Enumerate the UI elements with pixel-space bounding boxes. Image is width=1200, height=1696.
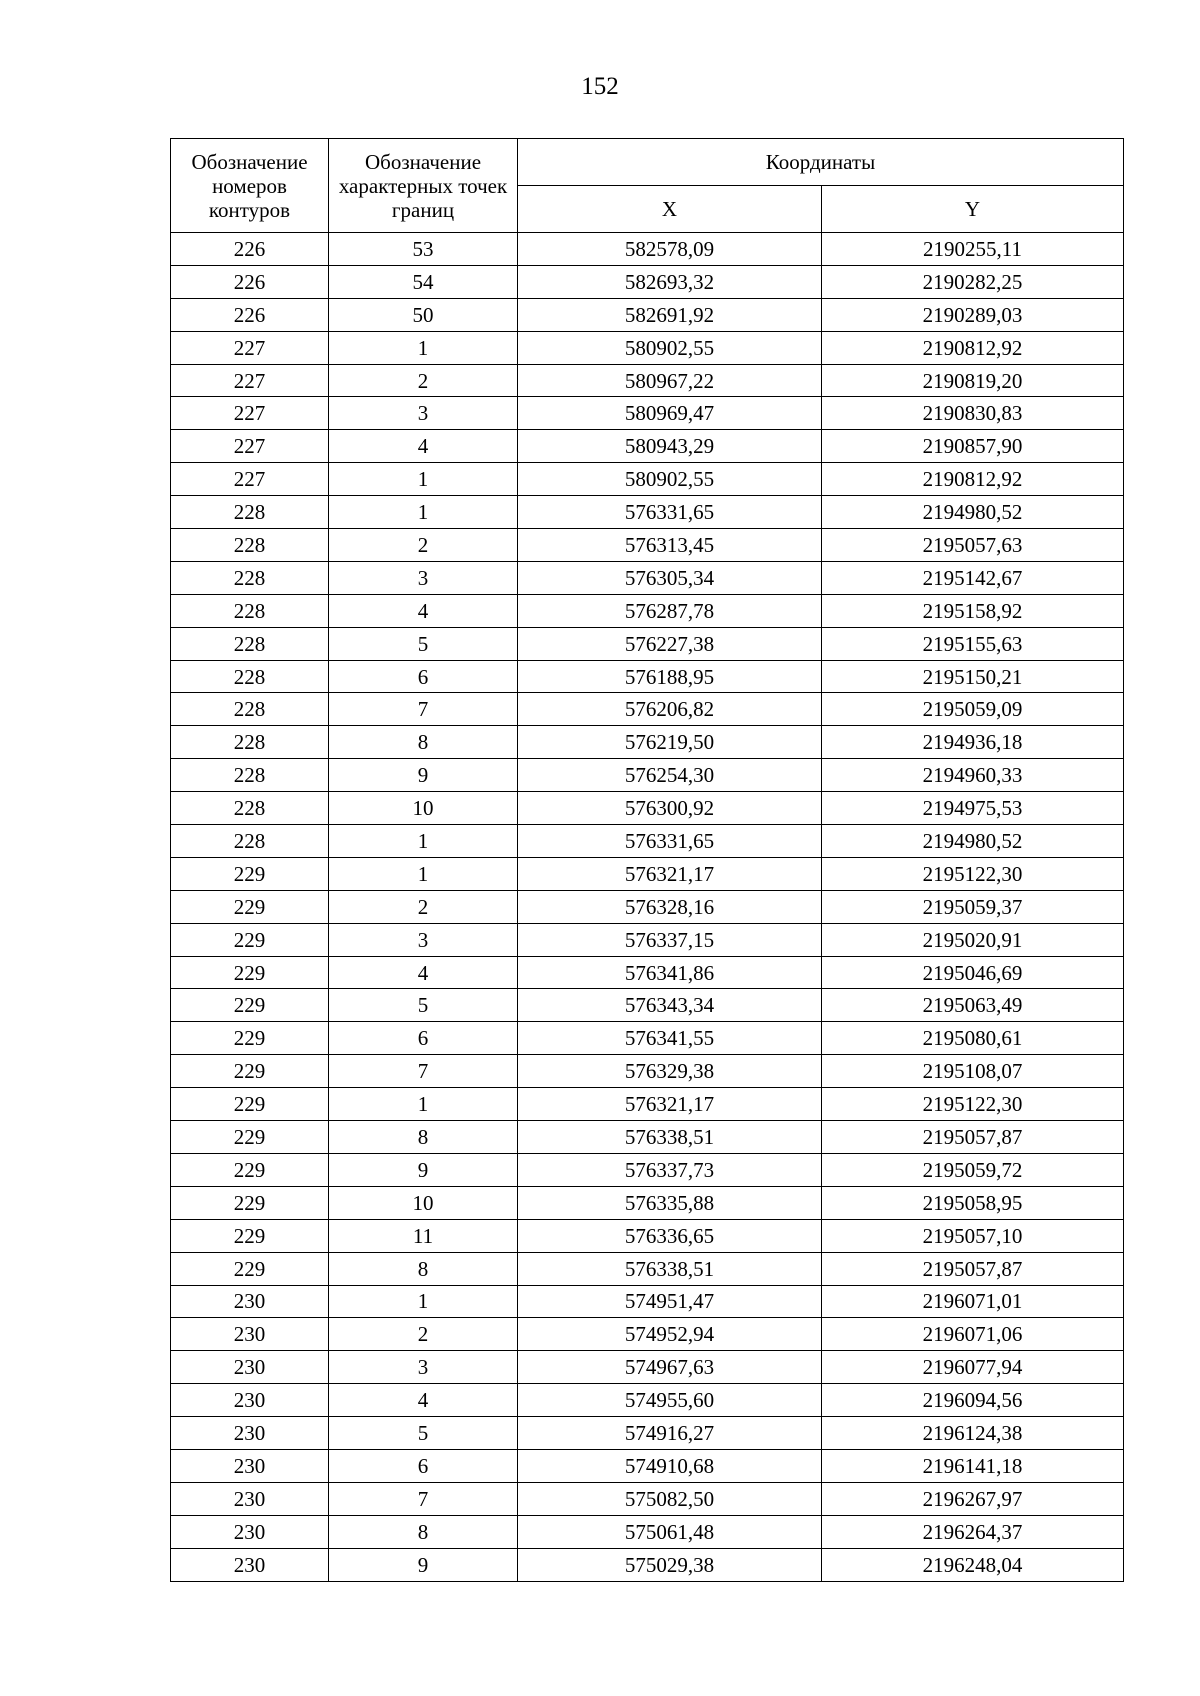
point-number-cell: 4 — [329, 594, 518, 627]
x-coordinate-cell: 576343,34 — [518, 989, 822, 1022]
table-row — [171, 1252, 1124, 1285]
contour-number-cell: 229 — [171, 923, 329, 956]
contour-number-cell: 229 — [171, 1219, 329, 1252]
table-row — [171, 792, 1124, 825]
table-row — [171, 1515, 1124, 1548]
x-coordinate-cell: 576321,17 — [518, 1088, 822, 1121]
table-row — [171, 1153, 1124, 1186]
x-coordinate-cell: 576337,73 — [518, 1153, 822, 1186]
y-coordinate-cell: 2190819,20 — [822, 364, 1124, 397]
table-row — [171, 956, 1124, 989]
x-coordinate-cell: 576331,65 — [518, 825, 822, 858]
point-number-cell: 5 — [329, 627, 518, 660]
table-row — [171, 1318, 1124, 1351]
x-coordinate-cell: 582578,09 — [518, 233, 822, 266]
y-coordinate-cell: 2195057,87 — [822, 1252, 1124, 1285]
point-number-cell: 3 — [329, 397, 518, 430]
x-coordinate-cell: 580967,22 — [518, 364, 822, 397]
y-coordinate-cell: 2190282,25 — [822, 265, 1124, 298]
x-coordinate-cell: 574967,63 — [518, 1351, 822, 1384]
page-number: 152 — [581, 73, 619, 100]
contour-number-cell: 227 — [171, 364, 329, 397]
point-number-cell: 9 — [329, 1153, 518, 1186]
table-row — [171, 364, 1124, 397]
y-coordinate-cell: 2195142,67 — [822, 561, 1124, 594]
y-coordinate-cell: 2195158,92 — [822, 594, 1124, 627]
point-number-cell: 10 — [329, 1186, 518, 1219]
y-coordinate-cell: 2195057,10 — [822, 1219, 1124, 1252]
contour-number-cell: 229 — [171, 1252, 329, 1285]
point-number-cell: 6 — [329, 660, 518, 693]
point-number-cell: 1 — [329, 857, 518, 890]
table-row — [171, 1088, 1124, 1121]
y-coordinate-cell: 2196267,97 — [822, 1482, 1124, 1515]
point-number-cell: 11 — [329, 1219, 518, 1252]
table-row — [171, 693, 1124, 726]
x-coordinate-cell: 576206,82 — [518, 693, 822, 726]
table-row — [171, 890, 1124, 923]
contour-number-cell: 228 — [171, 792, 329, 825]
contour-number-cell: 227 — [171, 331, 329, 364]
contour-number-cell: 230 — [171, 1384, 329, 1417]
point-number-cell: 1 — [329, 1088, 518, 1121]
contour-number-cell: 229 — [171, 890, 329, 923]
y-coordinate-cell: 2195155,63 — [822, 627, 1124, 660]
table-row — [171, 1022, 1124, 1055]
y-coordinate-cell: 2195122,30 — [822, 1088, 1124, 1121]
contour-number-cell: 228 — [171, 660, 329, 693]
contour-number-cell: 229 — [171, 1055, 329, 1088]
y-coordinate-cell: 2194980,52 — [822, 825, 1124, 858]
y-coordinate-cell: 2194980,52 — [822, 496, 1124, 529]
y-coordinate-cell: 2195080,61 — [822, 1022, 1124, 1055]
point-number-cell: 9 — [329, 759, 518, 792]
table-row — [171, 331, 1124, 364]
contour-number-cell: 229 — [171, 1022, 329, 1055]
table-body — [171, 233, 1124, 1582]
x-coordinate-cell: 582693,32 — [518, 265, 822, 298]
x-coordinate-cell: 576341,55 — [518, 1022, 822, 1055]
table-row — [171, 1121, 1124, 1154]
table-row — [171, 1449, 1124, 1482]
table-row — [171, 1285, 1124, 1318]
x-coordinate-cell: 576328,16 — [518, 890, 822, 923]
point-number-cell: 3 — [329, 923, 518, 956]
point-number-cell: 3 — [329, 561, 518, 594]
table-row — [171, 726, 1124, 759]
contour-number-cell: 229 — [171, 1153, 329, 1186]
x-coordinate-cell: 576313,45 — [518, 529, 822, 562]
contour-number-cell: 229 — [171, 989, 329, 1022]
y-coordinate-cell: 2190830,83 — [822, 397, 1124, 430]
point-number-cell: 8 — [329, 1515, 518, 1548]
x-coordinate-cell: 576337,15 — [518, 923, 822, 956]
table-row — [171, 989, 1124, 1022]
contour-number-cell: 230 — [171, 1515, 329, 1548]
point-number-cell: 4 — [329, 430, 518, 463]
table-row — [171, 397, 1124, 430]
y-coordinate-cell: 2195059,72 — [822, 1153, 1124, 1186]
x-coordinate-cell: 575082,50 — [518, 1482, 822, 1515]
x-coordinate-cell: 576336,65 — [518, 1219, 822, 1252]
y-coordinate-cell: 2195057,87 — [822, 1121, 1124, 1154]
point-number-cell: 4 — [329, 956, 518, 989]
y-coordinate-cell: 2195058,95 — [822, 1186, 1124, 1219]
point-number-cell: 6 — [329, 1022, 518, 1055]
point-number-cell: 2 — [329, 529, 518, 562]
header-contour-numbers: Обозначение номеров контуров — [171, 139, 329, 233]
x-coordinate-cell: 574916,27 — [518, 1417, 822, 1450]
x-coordinate-cell: 576329,38 — [518, 1055, 822, 1088]
point-number-cell: 5 — [329, 989, 518, 1022]
y-coordinate-cell: 2190812,92 — [822, 331, 1124, 364]
x-coordinate-cell: 574952,94 — [518, 1318, 822, 1351]
x-coordinate-cell: 574951,47 — [518, 1285, 822, 1318]
point-number-cell: 8 — [329, 1121, 518, 1154]
contour-number-cell: 230 — [171, 1318, 329, 1351]
point-number-cell: 1 — [329, 463, 518, 496]
table-row — [171, 1351, 1124, 1384]
point-number-cell: 8 — [329, 726, 518, 759]
table-row — [171, 463, 1124, 496]
y-coordinate-cell: 2194975,53 — [822, 792, 1124, 825]
y-coordinate-cell: 2195020,91 — [822, 923, 1124, 956]
header-x: X — [518, 186, 822, 233]
contour-number-cell: 228 — [171, 627, 329, 660]
contour-number-cell: 227 — [171, 463, 329, 496]
x-coordinate-cell: 576338,51 — [518, 1252, 822, 1285]
x-coordinate-cell: 576305,34 — [518, 561, 822, 594]
y-coordinate-cell: 2195063,49 — [822, 989, 1124, 1022]
y-coordinate-cell: 2196071,01 — [822, 1285, 1124, 1318]
x-coordinate-cell: 580902,55 — [518, 331, 822, 364]
point-number-cell: 1 — [329, 1285, 518, 1318]
point-number-cell: 8 — [329, 1252, 518, 1285]
y-coordinate-cell: 2195122,30 — [822, 857, 1124, 890]
contour-number-cell: 229 — [171, 1088, 329, 1121]
y-coordinate-cell: 2190255,11 — [822, 233, 1124, 266]
x-coordinate-cell: 576321,17 — [518, 857, 822, 890]
contour-number-cell: 228 — [171, 594, 329, 627]
point-number-cell: 3 — [329, 1351, 518, 1384]
contour-number-cell: 229 — [171, 1121, 329, 1154]
contour-number-cell: 230 — [171, 1449, 329, 1482]
table-row — [171, 825, 1124, 858]
y-coordinate-cell: 2195057,63 — [822, 529, 1124, 562]
x-coordinate-cell: 576188,95 — [518, 660, 822, 693]
contour-number-cell: 228 — [171, 496, 329, 529]
y-coordinate-cell: 2196071,06 — [822, 1318, 1124, 1351]
y-coordinate-cell: 2195150,21 — [822, 660, 1124, 693]
contour-number-cell: 228 — [171, 529, 329, 562]
table-row — [171, 1384, 1124, 1417]
table-row — [171, 496, 1124, 529]
point-number-cell: 1 — [329, 825, 518, 858]
x-coordinate-cell: 582691,92 — [518, 298, 822, 331]
contour-number-cell: 228 — [171, 825, 329, 858]
contour-number-cell: 230 — [171, 1417, 329, 1450]
table-row — [171, 627, 1124, 660]
point-number-cell: 10 — [329, 792, 518, 825]
table-row — [171, 298, 1124, 331]
contour-number-cell: 230 — [171, 1351, 329, 1384]
table-header — [171, 139, 1124, 233]
point-number-cell: 1 — [329, 496, 518, 529]
x-coordinate-cell: 574910,68 — [518, 1449, 822, 1482]
x-coordinate-cell: 576254,30 — [518, 759, 822, 792]
contour-number-cell: 228 — [171, 759, 329, 792]
x-coordinate-cell: 580969,47 — [518, 397, 822, 430]
point-number-cell: 9 — [329, 1548, 518, 1581]
point-number-cell: 6 — [329, 1449, 518, 1482]
x-coordinate-cell: 580902,55 — [518, 463, 822, 496]
y-coordinate-cell: 2196264,37 — [822, 1515, 1124, 1548]
contour-number-cell: 229 — [171, 956, 329, 989]
contour-number-cell: 230 — [171, 1548, 329, 1581]
table-row — [171, 1219, 1124, 1252]
x-coordinate-cell: 576341,86 — [518, 956, 822, 989]
coordinates-table — [170, 138, 1124, 1582]
y-coordinate-cell: 2196248,04 — [822, 1548, 1124, 1581]
y-coordinate-cell: 2190289,03 — [822, 298, 1124, 331]
table-row — [171, 1186, 1124, 1219]
point-number-cell: 50 — [329, 298, 518, 331]
x-coordinate-cell: 575029,38 — [518, 1548, 822, 1581]
y-coordinate-cell: 2196141,18 — [822, 1449, 1124, 1482]
x-coordinate-cell: 576331,65 — [518, 496, 822, 529]
point-number-cell: 53 — [329, 233, 518, 266]
header-coordinates: Координаты — [518, 139, 1124, 186]
point-number-cell: 7 — [329, 693, 518, 726]
point-number-cell: 1 — [329, 331, 518, 364]
table-row — [171, 1055, 1124, 1088]
point-number-cell: 2 — [329, 364, 518, 397]
contour-number-cell: 226 — [171, 265, 329, 298]
point-number-cell: 7 — [329, 1482, 518, 1515]
point-number-cell: 5 — [329, 1417, 518, 1450]
y-coordinate-cell: 2196094,56 — [822, 1384, 1124, 1417]
header-boundary-points: Обозначение характерных точек границ — [329, 139, 518, 233]
x-coordinate-cell: 575061,48 — [518, 1515, 822, 1548]
x-coordinate-cell: 576335,88 — [518, 1186, 822, 1219]
contour-number-cell: 230 — [171, 1482, 329, 1515]
y-coordinate-cell: 2195108,07 — [822, 1055, 1124, 1088]
table-row — [171, 233, 1124, 266]
table-row — [171, 1482, 1124, 1515]
header-y: Y — [822, 186, 1124, 233]
x-coordinate-cell: 580943,29 — [518, 430, 822, 463]
contour-number-cell: 229 — [171, 857, 329, 890]
table-row — [171, 923, 1124, 956]
contour-number-cell: 229 — [171, 1186, 329, 1219]
point-number-cell: 2 — [329, 890, 518, 923]
y-coordinate-cell: 2190857,90 — [822, 430, 1124, 463]
contour-number-cell: 228 — [171, 726, 329, 759]
x-coordinate-cell: 576219,50 — [518, 726, 822, 759]
table-row — [171, 1417, 1124, 1450]
y-coordinate-cell: 2190812,92 — [822, 463, 1124, 496]
contour-number-cell: 226 — [171, 298, 329, 331]
point-number-cell: 2 — [329, 1318, 518, 1351]
y-coordinate-cell: 2196077,94 — [822, 1351, 1124, 1384]
x-coordinate-cell: 576300,92 — [518, 792, 822, 825]
table-row — [171, 594, 1124, 627]
y-coordinate-cell: 2195059,09 — [822, 693, 1124, 726]
y-coordinate-cell: 2194936,18 — [822, 726, 1124, 759]
contour-number-cell: 228 — [171, 561, 329, 594]
point-number-cell: 7 — [329, 1055, 518, 1088]
contour-number-cell: 230 — [171, 1285, 329, 1318]
table-row — [171, 1548, 1124, 1581]
y-coordinate-cell: 2196124,38 — [822, 1417, 1124, 1450]
point-number-cell: 4 — [329, 1384, 518, 1417]
contour-number-cell: 227 — [171, 430, 329, 463]
x-coordinate-cell: 574955,60 — [518, 1384, 822, 1417]
x-coordinate-cell: 576338,51 — [518, 1121, 822, 1154]
table-row — [171, 561, 1124, 594]
y-coordinate-cell: 2195059,37 — [822, 890, 1124, 923]
table-row — [171, 529, 1124, 562]
x-coordinate-cell: 576227,38 — [518, 627, 822, 660]
x-coordinate-cell: 576287,78 — [518, 594, 822, 627]
table-row — [171, 759, 1124, 792]
table-row — [171, 265, 1124, 298]
table-row — [171, 430, 1124, 463]
table-row — [171, 660, 1124, 693]
point-number-cell: 54 — [329, 265, 518, 298]
y-coordinate-cell: 2194960,33 — [822, 759, 1124, 792]
y-coordinate-cell: 2195046,69 — [822, 956, 1124, 989]
contour-number-cell: 227 — [171, 397, 329, 430]
contour-number-cell: 228 — [171, 693, 329, 726]
contour-number-cell: 226 — [171, 233, 329, 266]
table-row — [171, 857, 1124, 890]
